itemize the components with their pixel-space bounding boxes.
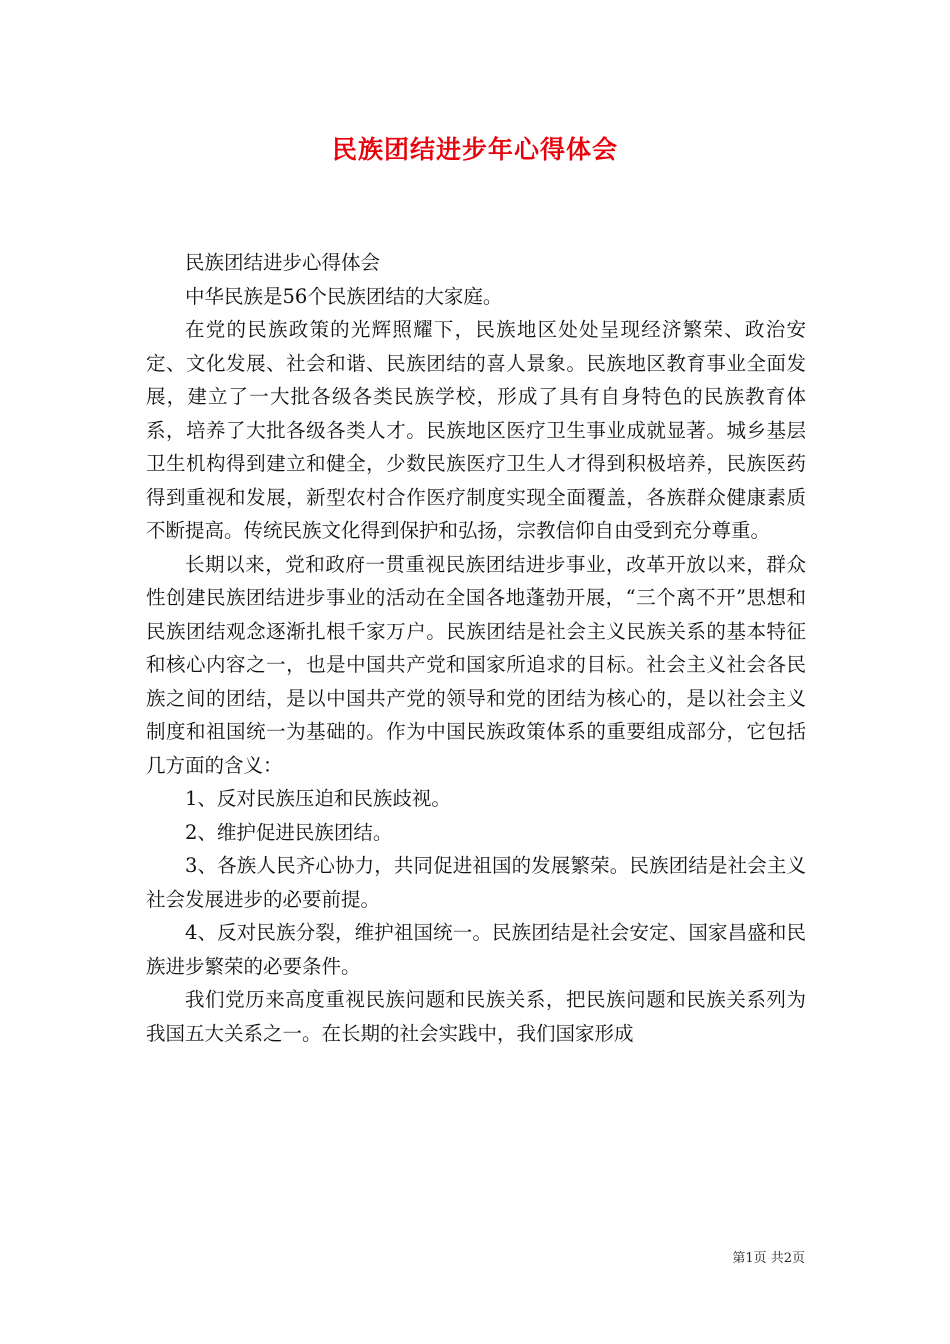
- paragraph-subtitle: 民族团结进步心得体会: [185, 251, 381, 274]
- list-item-2: 2、维护促进民族团结。: [185, 820, 393, 844]
- list-item-3: 3、各族人民齐心协力，共同促进祖国的发展繁荣。民族团结是社会主义社会发展进步的必要前提。: [146, 854, 806, 911]
- list-item-4: 4、反对民族分裂，维护祖国统一。民族团结是社会安定、国家昌盛和民族进步繁荣的必要条件。: [146, 921, 806, 978]
- document-body: [146, 246, 806, 1050]
- paragraph-intro: 中华民族是56个民族团结的大家庭。: [185, 284, 503, 308]
- paragraph-development: 在党的民族政策的光辉照耀下，民族地区处处呈现经济繁荣、政治安定、文化发展、社会和谐、民族团结的喜人景象。民族地区教育事业全面发展，建立了一大批各级各类民族学校，形成了具有自身特色的民族教育体系，培养了大批各级各类人才。民族地区医疗卫生事业成就显著。城乡基层卫生机构得到建立和健全，少数民族医疗卫生人才得到积极培养，民族医药得到重视和发展，新型农村合作医疗制度实现全面覆盖，各族群众健康素质不断提高。传统民族文化得到保护和弘扬，宗教信仰自由受到充分尊重。: [146, 318, 806, 542]
- list-item-1: 1、反对民族压迫和民族歧视。: [185, 787, 451, 810]
- paragraph-unity-meaning: 长期以来，党和政府一贯重视民族团结进步事业，改革开放以来，群众性创建民族团结进步事业的活动在全国各地蓬勃开展，“三个离不开”思想和民族团结观念逐渐扎根千家万户。民族团结是社会主义民族关系的基本特征和核心内容之一，也是中国共产党和国家所追求的目标。社会主义社会各民族之间的团结，是以中国共产党的领导和党的团结为核心的，是以社会主义制度和祖国统一为基础的。作为中国民族政策体系的重要组成部分，它包括几方面的含义：: [146, 552, 806, 777]
- document-title: 民族团结进步年心得体会: [331, 135, 618, 164]
- page-number-footer: 第1页 共2页: [732, 1251, 805, 1266]
- paragraph-party-policy: 我们党历来高度重视民族问题和民族关系，把民族问题和民族关系列为我国五大关系之一。在长期的社会实践中，我们国家形成: [146, 988, 806, 1045]
